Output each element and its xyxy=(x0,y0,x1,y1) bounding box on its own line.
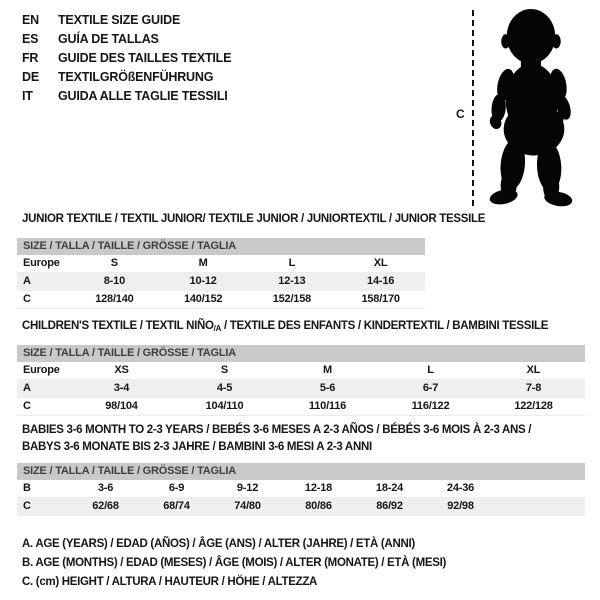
language-label: GUIDE DES TAILLES TEXTILE xyxy=(58,51,232,65)
size-cell: 3-4 xyxy=(113,382,130,394)
language-row-de xyxy=(22,68,231,87)
row-label-cell: A xyxy=(23,382,31,394)
size-cell: 24-36 xyxy=(446,482,475,494)
legend-notes xyxy=(22,535,446,592)
children-title-suffix: / TEXTILE DES ENFANTS / KINDERTEXTIL / BAMBINI TESSILE xyxy=(221,320,549,332)
junior-size-table xyxy=(17,238,425,309)
row-label-cell: Europe xyxy=(23,257,60,269)
children-size-table xyxy=(17,345,585,416)
children-table-title xyxy=(22,320,548,333)
language-row-en xyxy=(22,11,231,30)
size-cell: XS xyxy=(114,364,129,376)
row-label-cell: C xyxy=(23,500,31,512)
babies-table-title-line1: BABIES 3-6 MONTH TO 2-3 YEARS / BEBÉS 3-6 MESES A 2-3 AÑOS / BÉBÉS 3-6 MOIS À 2-3 ANS / xyxy=(22,424,532,436)
size-cell: L xyxy=(427,364,434,376)
size-cell: XL xyxy=(526,364,541,376)
spacer xyxy=(496,480,585,497)
size-cell: 6-7 xyxy=(422,382,439,394)
size-cell: 110/116 xyxy=(308,400,347,412)
note-height-cm: C. (cm) HEIGHT / ALTURA / HAUTEUR / HÖHE / ALTEZZA xyxy=(22,576,318,588)
size-cell: 10-12 xyxy=(189,275,217,287)
height-dashed-line xyxy=(472,10,474,206)
size-cell: 9-12 xyxy=(236,482,259,494)
babies-size-table xyxy=(17,463,585,516)
table-row xyxy=(17,380,585,398)
babies-table-title-line2: BABYS 3-6 MONATE BIS 2-3 JAHRE / BAMBINI 3-6 MESI A 2-3 ANNI xyxy=(22,441,372,453)
table-row xyxy=(17,498,585,516)
language-label: TEXTILGRÖßENFÜHRUNG xyxy=(58,70,214,84)
row-label-cell: B xyxy=(23,482,31,494)
language-row-es xyxy=(22,30,231,49)
row-label-cell: A xyxy=(23,275,31,287)
size-cell: S xyxy=(220,364,229,376)
size-cell: 80/86 xyxy=(305,500,332,512)
size-cell: 12-18 xyxy=(304,482,333,494)
size-cell: M xyxy=(323,364,332,376)
size-cell: 128/140 xyxy=(95,293,134,305)
size-header-bar: SIZE / TALLA / TAILLE / GRÖSSE / TAGLIA xyxy=(17,463,585,480)
size-cell: 140/152 xyxy=(183,293,223,305)
size-cell: 5-6 xyxy=(319,382,336,394)
size-cell: 122/128 xyxy=(514,400,553,412)
junior-table-title: JUNIOR TEXTILE / TEXTIL JUNIOR/ TEXTILE JUNIOR / JUNIORTEXTIL / JUNIOR TESSILE xyxy=(22,213,486,225)
language-code: ES xyxy=(22,32,39,46)
language-code: IT xyxy=(22,89,33,103)
language-code: FR xyxy=(22,51,39,65)
note-age-months: B. AGE (MONTHS) / EDAD (MESES) / ÂGE (MOIS) / ALTER (MONATE) / ETÀ (MESI) xyxy=(22,557,447,569)
size-cell: L xyxy=(288,257,296,269)
language-code: EN xyxy=(22,13,39,27)
row-label-cell: C xyxy=(23,400,31,412)
language-label: TEXTILE SIZE GUIDE xyxy=(58,13,181,27)
size-header-bar: SIZE / TALLA / TAILLE / GRÖSSE / TAGLIA xyxy=(17,238,425,255)
size-cell: 6-9 xyxy=(168,482,185,494)
language-row-it xyxy=(22,87,231,106)
size-cell: 62/68 xyxy=(92,500,119,512)
table-row xyxy=(17,273,425,291)
language-label: GUIDA ALLE TAGLIE TESSILI xyxy=(58,89,228,103)
size-cell: 12-13 xyxy=(278,275,306,287)
size-cell: 18-24 xyxy=(375,482,404,494)
row-label-cell: Europe xyxy=(23,364,60,376)
language-label: GUÍA DE TALLAS xyxy=(58,32,159,46)
size-cell: 86/92 xyxy=(376,500,403,512)
size-cell: 98/104 xyxy=(105,400,138,412)
table-row xyxy=(17,255,425,273)
size-cell: 74/80 xyxy=(234,500,261,512)
table-row xyxy=(17,480,585,498)
children-title-subscript: /A xyxy=(213,324,222,333)
size-cell: XL xyxy=(373,257,388,269)
row-label-cell: C xyxy=(23,293,31,305)
size-cell: 14-16 xyxy=(367,275,395,287)
size-header-bar: SIZE / TALLA / TAILLE / GRÖSSE / TAGLIA xyxy=(17,345,585,362)
spacer xyxy=(496,498,585,515)
language-code: DE xyxy=(22,70,39,84)
children-title-prefix: CHILDREN'S TEXTILE / TEXTIL NIÑO xyxy=(22,320,214,332)
size-cell: 92/98 xyxy=(447,500,474,512)
height-measure-label: C xyxy=(456,107,465,121)
language-list xyxy=(22,11,231,106)
table-row xyxy=(17,398,585,416)
size-cell: M xyxy=(198,257,208,269)
language-row-fr xyxy=(22,49,231,68)
size-cell: 4-5 xyxy=(216,382,233,394)
size-cell: 3-6 xyxy=(97,482,114,494)
table-row xyxy=(17,362,585,380)
size-cell: 7-8 xyxy=(525,382,542,394)
table-row xyxy=(17,291,425,309)
size-cell: S xyxy=(110,257,118,269)
size-cell: 8-10 xyxy=(103,275,125,287)
baby-silhouette-icon xyxy=(478,6,590,208)
size-cell: 116/122 xyxy=(411,400,450,412)
size-cell: 158/170 xyxy=(361,293,400,305)
size-cell: 68/74 xyxy=(163,500,190,512)
size-cell: 104/110 xyxy=(205,400,244,412)
size-cell: 152/158 xyxy=(272,293,312,305)
note-age-years: A. AGE (YEARS) / EDAD (AÑOS) / ÂGE (ANS) / ALTER (JAHRE) / ETÀ (ANNI) xyxy=(22,538,415,550)
